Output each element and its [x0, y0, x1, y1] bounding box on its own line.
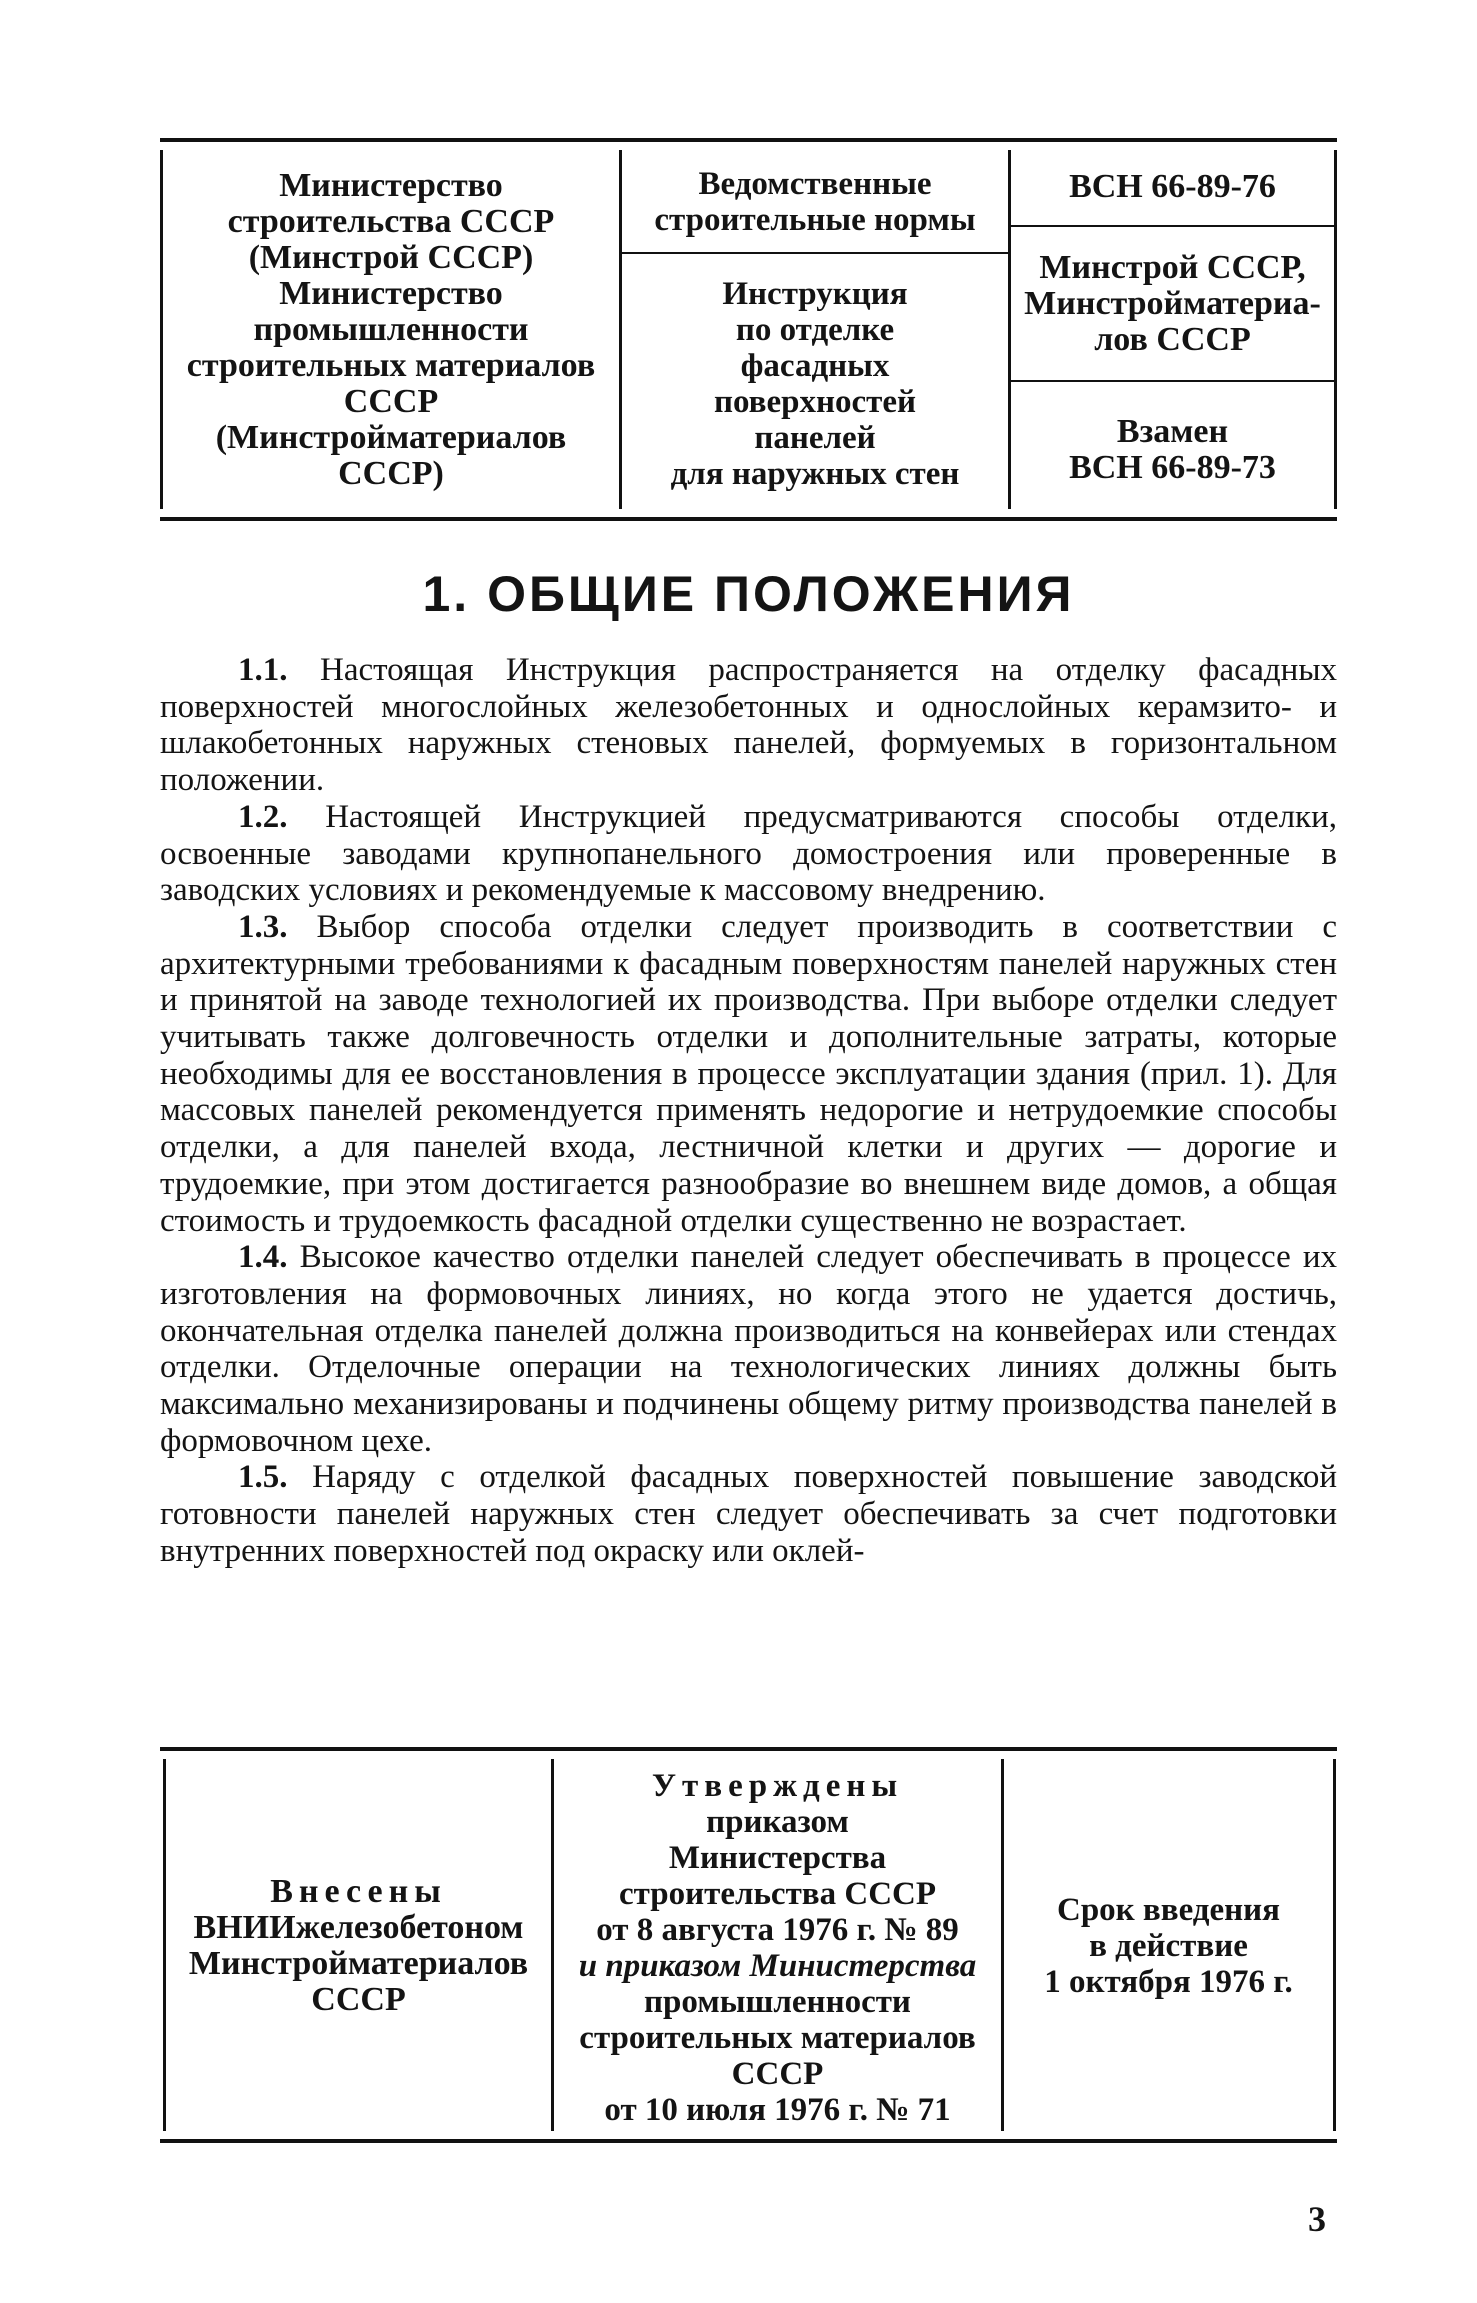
- norms-type-line: строительные нормы: [654, 202, 976, 238]
- effective-line: Срок введения: [1056, 1892, 1281, 1928]
- ministry-line: (Минстройматериалов: [215, 419, 567, 456]
- paragraph-text: Настоящая Инструкция распространяется на отделку фасадных поверхностей многослойных железобетонных и однослойных керамзито- и шлакобетонных наружных стеновых панелей, формуемых в горизонтальном положении.: [160, 652, 1338, 799]
- approved-line: от 8 августа 1976 г. № 89: [596, 1912, 959, 1948]
- approved-line: СССР: [731, 2056, 824, 2092]
- approved-label: Утверждены: [651, 1768, 904, 1804]
- approved-line: промышленности: [644, 1984, 911, 2020]
- document-title-block: [622, 260, 1008, 508]
- header-right-border: [1334, 150, 1337, 509]
- ministry-line: строительства СССР: [227, 203, 555, 240]
- approved-line: Министерства: [668, 1840, 887, 1876]
- ministry-line: (Минстрой СССР): [248, 239, 534, 276]
- document-code-text: ВСН 66-89-76: [1069, 168, 1276, 205]
- paragraph-number: 1.2.: [238, 798, 288, 835]
- effective-line: в действие: [1089, 1928, 1248, 1964]
- paragraph-text: Высокое качество отделки панелей следует обеспечивать в процессе их изготовления на формовочных линиях, но когда этого не удается достичь, окончательная отделка панелей должна производиться на конвейерах или стендах отделки. Отделочные операции на технологических линиях должны быть максимально механизированы и подчинены общему ритму производства панелей в формовочном цехе.: [160, 1239, 1337, 1459]
- replaces-block: [1011, 396, 1334, 504]
- ministry-line: СССР): [338, 455, 444, 492]
- introduced-line: Минстройматериалов: [188, 1945, 529, 1982]
- footer-right-border: [1333, 1759, 1336, 2131]
- document-code: [1011, 152, 1334, 222]
- replaces-line: ВСН 66-89-73: [1069, 449, 1276, 486]
- authority-line: Минстрой СССР,: [1039, 249, 1306, 286]
- section-title: 1. ОБЩИЕ ПОЛОЖЕНИЯ: [422, 566, 1075, 622]
- effective-line: 1 октября 1976 г.: [1044, 1964, 1293, 2000]
- paragraph-text: Наряду с отделкой фасадных поверхностей повышение заводской готовности панелей наружных стен следует обеспечивать за счет подготовки внутренних поверхностей под окраску или оклей-: [160, 1459, 1337, 1569]
- approved-line: строительства СССР: [618, 1876, 937, 1912]
- effective-date-block: [1004, 1761, 1333, 2131]
- paragraph: [160, 652, 1337, 799]
- header-col3-separator-1: [1011, 225, 1334, 227]
- paragraph-text: Настоящей Инструкцией предусматриваются способы отделки, освоенные заводами крупнопанельного домостроения или проверенные в заводских условиях и рекомендуемые к массовому внедрению.: [160, 798, 1337, 909]
- approved-block: [554, 1763, 1001, 2133]
- page-number: 3: [1308, 2199, 1326, 2239]
- paragraph-number: 1.3.: [238, 908, 288, 945]
- body-text: [160, 652, 1337, 1570]
- introduced-block: [166, 1761, 551, 2131]
- paragraph: [160, 1459, 1337, 1569]
- norms-type-line: Ведомственные: [698, 166, 932, 202]
- header-table: [160, 138, 1337, 521]
- paragraph-text: Выбор способа отделки следует производить в соответствии с архитектурными требованиями к фасадным поверхностям панелей наружных стен и принятой на заводе технологией их производства. При выборе отделки следует учитывать также долговечность отделки и дополнительные затраты, которые необходимы для ее восстановления в процессе эксплуатации здания (прил. 1). Для массовых панелей рекомендуется применять недорогие и нетрудоемкие способы отделки, а для панелей входа, лестничной клетки и других — дорогие и трудоемкие, при этом достигается разнообразие во внешнем виде домов, а общая стоимость и трудоемкость фасадной отделки существенно не возрастает.: [160, 908, 1338, 1239]
- approved-line: приказом: [706, 1804, 849, 1840]
- paragraph-number: 1.4.: [238, 1239, 288, 1276]
- document-title-line: по отделке: [735, 312, 895, 348]
- ministry-line: СССР: [343, 383, 439, 420]
- introduced-line: СССР: [311, 1981, 406, 2018]
- footer-table: [160, 1747, 1337, 2143]
- ministry-line: Министерство: [279, 167, 503, 204]
- document-title-line: Инструкция: [722, 276, 908, 312]
- paragraph: [160, 909, 1337, 1239]
- authority-block: [1011, 234, 1334, 374]
- introduced-line: ВНИИжелезобетоном: [193, 1909, 524, 1946]
- ministry-line: промышленности: [253, 311, 529, 348]
- paragraph: [160, 799, 1337, 909]
- document-title-line: фасадных: [740, 348, 890, 384]
- norms-type-block: [622, 156, 1008, 248]
- ministry-block: [163, 160, 619, 500]
- header-col2-separator: [622, 252, 1008, 254]
- approved-line-italic: и приказом Министерства: [578, 1948, 977, 1984]
- paragraph-number: 1.5.: [238, 1459, 288, 1496]
- authority-line: лов СССР: [1094, 321, 1251, 358]
- ministry-line: Министерство: [279, 275, 503, 312]
- document-title-line: поверхностей: [713, 384, 917, 420]
- header-col3-separator-2: [1011, 380, 1334, 382]
- replaces-line: Взамен: [1116, 413, 1229, 450]
- approved-line: строительных материалов: [579, 2020, 976, 2056]
- authority-line: Минстройматериа-: [1024, 285, 1321, 322]
- paragraph: [160, 1239, 1337, 1459]
- paragraph-number: 1.1.: [238, 652, 288, 688]
- document-title-line: для наружных стен: [670, 456, 960, 492]
- document-title-line: панелей: [754, 420, 876, 456]
- ministry-line: строительных материалов: [186, 347, 596, 384]
- approved-line: от 10 июля 1976 г. № 71: [604, 2092, 951, 2128]
- introduced-label: Внесены: [270, 1873, 447, 1910]
